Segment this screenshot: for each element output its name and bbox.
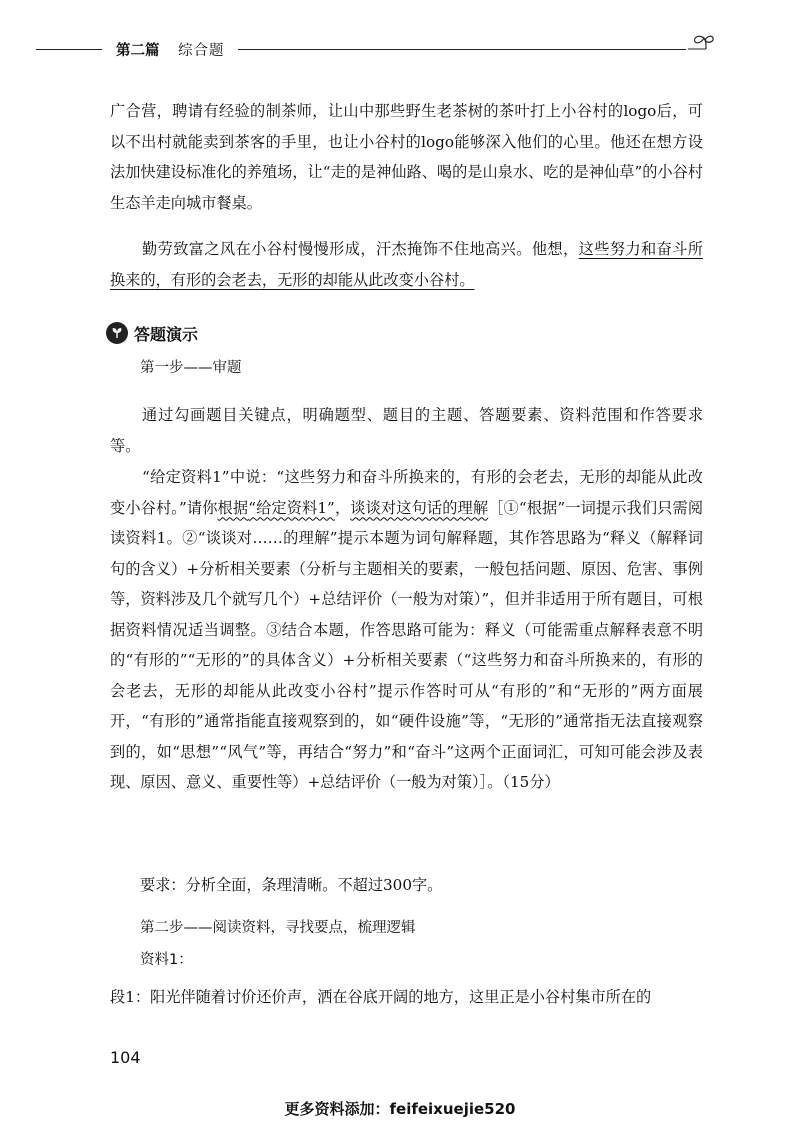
p2-underlined-1: 这些努力和奋斗所 bbox=[578, 240, 704, 258]
running-header bbox=[0, 36, 800, 62]
p4-text-c: ［①“根据”一词提示我们只需阅读资料1。②“谈谈对……的理解”提示本题为词句解释题，其作答思路为“释义（解释词句的含义）+分析相关要素（分析与主题相关的要素，一般包括问题、原因、危害、事例等，资料涉及几个就写几个）+总结评价（一般为对策）”，但并非适用于所有题目，可根据资料情况适当调整。③结合本题，作答思路可能为：释义（可能需重点解释表意不明的“有形的”“无形的”的具体含义）+分析相关要素（“这些努力和奋斗所换来的，有形的会老去，无形的却能从此改变小谷村”提示作答时可从“有形的”和“无形的”两方面展开，“有形的”通常指能直接观察到的，如“硬件设施”等，“无形的”通常指无法直接观察到的，如“思想”“风气”等，再结合“努力”和“奋斗”这两个正面词汇，可知可能会涉及表现、原因、意义、重要性等）+总结评价（一般为对策）］。（15分） bbox=[110, 498, 704, 791]
body-paragraph-3: 通过勾画题目关键点，明确题型、题目的主题、答题要素、资料范围和作答要求等。 bbox=[110, 406, 703, 455]
leaf-icon bbox=[106, 322, 128, 344]
p4-text-b: ， bbox=[334, 498, 351, 517]
footer-note: 更多资料添加：feifeixuejie520 bbox=[284, 1100, 516, 1118]
step-1-heading: 第一步——审题 bbox=[140, 360, 242, 376]
p2-underlined-2: 换来的，有形的会老去，无形的却能从此改变小谷村。 bbox=[110, 270, 475, 289]
header-title: 综合题 bbox=[178, 43, 225, 59]
header-part: 第二篇 bbox=[116, 43, 160, 59]
source-label: 资料1： bbox=[140, 952, 193, 968]
body-paragraph-4 bbox=[110, 462, 703, 798]
header-rule-left bbox=[36, 49, 102, 50]
body-paragraph-1: 广合营，聘请有经验的制茶师，让山中那些野生老茶树的茶叶打上小谷村的logo后，可以不出村就能卖到茶客的手里，也让小谷村的logo能够深入他们的心里。他还在想方设法加快建设标准化的养殖场，让“走的是神仙路、喝的是山泉水、吃的是神仙草”的小谷村生态羊走向城市餐桌。 bbox=[110, 102, 703, 212]
p2-text: 勤劳致富之风在小谷村慢慢形成，汗杰掩饰不住地高兴。他想， bbox=[142, 240, 579, 258]
step-2-heading: 第二步——阅读资料，寻找要点，梳理逻辑 bbox=[140, 920, 416, 936]
p4-wavy-3: 谈谈对这句话的理解 bbox=[350, 498, 489, 517]
p4-text-a: “给定资料1”中说：“这些努力和奋斗所换来的，有形的会老去，无形的却能从此改变小谷村。”请你 bbox=[110, 468, 703, 517]
page-number: 104 bbox=[110, 1048, 141, 1067]
header-rule-right bbox=[238, 49, 686, 50]
section-heading bbox=[106, 320, 198, 346]
sprout-icon bbox=[684, 32, 716, 62]
body-paragraph-2 bbox=[110, 234, 703, 295]
section-title: 答题演示 bbox=[134, 324, 199, 344]
p4-wavy-1: 根据 bbox=[217, 498, 249, 517]
requirement-line: 要求：分析全面，条理清晰。不超过300字。 bbox=[140, 876, 443, 894]
segment-1-text: 段1：阳光伴随着讨价还价声，洒在谷底开阔的地方，这里正是小谷村集市所在的 bbox=[110, 988, 652, 1006]
p4-wavy-2: “给定资料1” bbox=[248, 498, 335, 517]
